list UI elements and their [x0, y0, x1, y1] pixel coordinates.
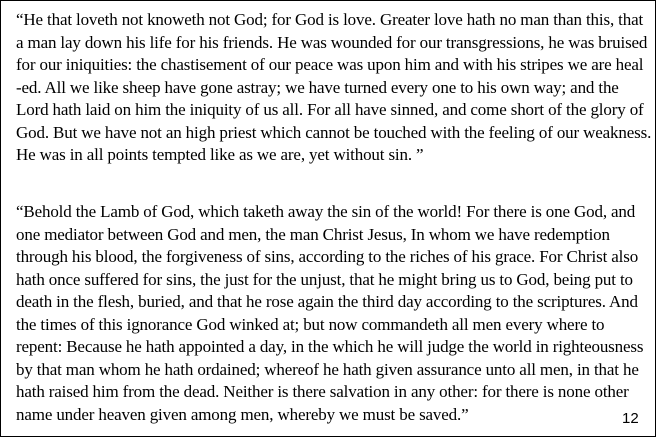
passage-2-line: by that man whom he hath ordained; whereof he hath given assurance unto all men, in that he — [16, 359, 639, 379]
passage-1-line: a man lay down his life for his friends. He was wounded for our transgressions, he was bruised — [16, 32, 648, 52]
passage-1-line: Lord hath laid on him the iniquity of us all. For all have sinned, and come short of the glory of — [16, 100, 644, 119]
passage-2-line: one mediator between God and men, the man Christ Jesus, In whom we have redemption — [16, 224, 610, 244]
passage-1 — [16, 9, 652, 167]
passage-2-line: hath raised him from the dead. Neither is there salvation in any other: for there is none other — [16, 382, 629, 401]
passage-1-line: He was in all points tempted like as we are, yet without sin. ” — [16, 145, 424, 164]
passage-2 — [16, 201, 648, 426]
passage-2-line: through his blood, the forgiveness of sins, according to the riches of his grace. For Christ also — [16, 247, 639, 266]
passage-2-line: death in the flesh, buried, and that he rose again the third day according to the scriptures. And — [16, 292, 638, 311]
page-number: 12 — [622, 410, 639, 427]
passage-1-line: for our iniquities: the chastisement of our peace was upon him and with his stripes we are heal — [16, 55, 644, 74]
passage-1-line: “He that loveth not knoweth not God; for God is love. Greater love hath no man than this, that — [16, 10, 644, 29]
passage-2-line: name under heaven given among men, whereby we must be saved.” — [16, 404, 469, 424]
passage-2-line: “Behold the Lamb of God, which taketh away the sin of the world! For there is one God, and — [16, 202, 636, 221]
passage-1-line: God. But we have not an high priest which cannot be touched with the feeling of our weakness. — [16, 122, 652, 142]
passage-2-line: repent: Because he hath appointed a day, in the which he will judge the world in righteousness — [16, 337, 644, 356]
passage-2-line: hath once suffered for sins, the just for the unjust, that he might bring us to God, being put to — [16, 269, 633, 289]
passage-1-line: -ed. All we like sheep have gone astray; we have turned every one to his own way; and the — [16, 77, 619, 97]
passage-2-line: the times of this ignorance God winked at; but now commandeth all men every where to — [16, 314, 605, 334]
